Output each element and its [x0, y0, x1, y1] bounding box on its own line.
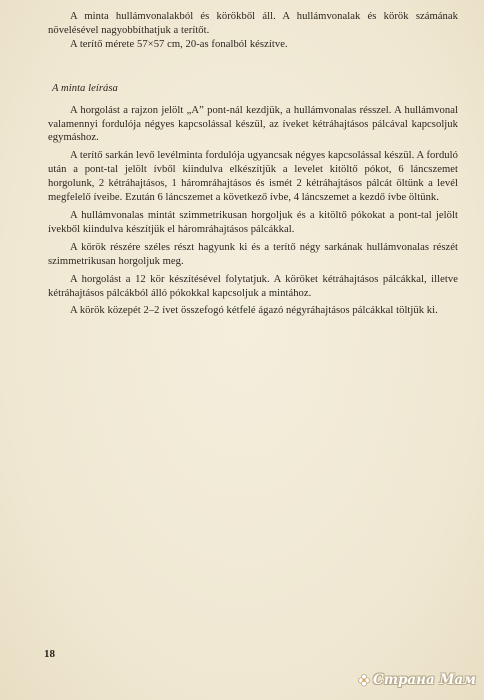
body-paragraph-3: A hullámvonalas mintát szimmetrikusan horgoljuk és a kitöltő pókokat a pont-tal jelölt ívekből kiindulva készítjük el háromráhajtásos pálcákkal.: [48, 209, 458, 235]
body-paragraph-4: A körök részére széles részt hagyunk ki és a terítő négy sarkának hullámvonalas részét szimmetrikusan horgoljuk meg.: [48, 241, 458, 267]
intro-paragraph-2: A terítő mérete 57×57 cm, 20-as fonalból készítve.: [70, 38, 288, 50]
text-column: [48, 10, 458, 322]
body-paragraph-2: A terítő sarkán levő levélminta fordulója ugyancsak négyes kapcsolással készül. A forduló után a pont-tal jelölt ívből kiindulva elkészítjük a levelet kitöltő pókot, 6 láncszemet horgolunk, 2 kétráhajtásos, 1 háromráhajtásos és ismét 2 kétráhajtásos pálcát öltünk a levél megfelelő íveibe. Ezután 6 láncszemet a következő ívbe, 4 láncszemet a kezdő ívbe öltünk.: [48, 150, 458, 204]
section-title: A minta leírása: [52, 82, 118, 94]
intro-paragraph-1: A minta hullámvonalakból és körökből áll. A hullámvonalak és körök számának növelésével nagyobbíthatjuk a terítőt.: [48, 11, 458, 36]
flower-icon: [357, 673, 371, 687]
body-paragraph-1: A horgolást a rajzon jelölt „A” pont-nál kezdjük, a hullámvonalas résszel. A hullámvonal valamennyi fordulója négyes kapcsolással készül, az íveket kétráhajtásos pálcával kapcsoljuk egymáshoz.: [48, 104, 458, 144]
watermark-text: Страна Мам: [372, 672, 476, 688]
body-paragraph-6: A körök közepét 2–2 ívet összefogó kétfelé ágazó négyráhajtásos pálcákkal töltjük ki.: [70, 305, 438, 317]
page-number: 18: [44, 648, 55, 660]
body-paragraph-5: A horgolást a 12 kör készítésével folytatjuk. A köröket kétráhajtásos pálcákkal, illetve kétráhajtásos pálcákból álló pókokkal kapcsoljuk a mintához.: [48, 273, 458, 299]
watermark: [357, 672, 476, 688]
